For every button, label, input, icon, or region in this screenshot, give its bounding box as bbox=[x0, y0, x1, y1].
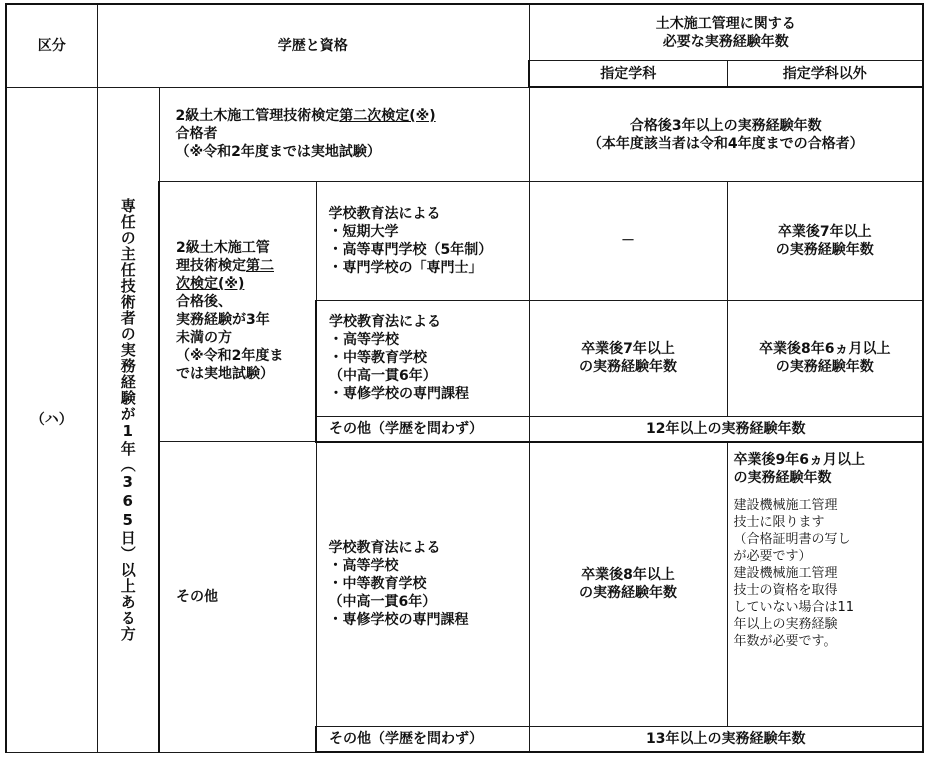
row2c-experience: 12年以上の実務経験年数 bbox=[529, 416, 923, 441]
category-cell: （ハ） bbox=[6, 87, 97, 752]
row2b-edu-line3: ・中等教育学校 bbox=[329, 350, 427, 367]
row2b-d-line2: の実務経験年数 bbox=[579, 359, 678, 376]
row3a-note-line8: 年以上の実務経験 bbox=[733, 616, 838, 632]
condition-cell bbox=[97, 87, 159, 752]
row3a-edu-line1: 学校教育法による bbox=[328, 540, 441, 557]
row1-qual-underlined: 第二次検定(※) bbox=[339, 108, 436, 125]
header-category: 区分 bbox=[6, 4, 97, 87]
row3a-non-designated bbox=[727, 442, 923, 727]
header-experience-line2: 必要な実務経験年数 bbox=[662, 33, 789, 50]
row2-qual-line2 bbox=[176, 257, 315, 275]
row2-qual-line7: （※令和2年度ま bbox=[176, 348, 284, 365]
row2a-edu-line1: 学校教育法による bbox=[328, 205, 441, 222]
row2b-edu-line1: 学校教育法による bbox=[329, 314, 441, 331]
row1-experience bbox=[529, 87, 923, 181]
row2-qual-line6: 未満の方 bbox=[176, 330, 232, 347]
row2-qual-line8: では実地試験） bbox=[176, 366, 274, 383]
row3a-note-line3: （合格証明書の写し bbox=[733, 531, 851, 547]
row2a-edu-line4: ・専門学校の「専門士」 bbox=[328, 259, 483, 276]
row2a-edu-line2: ・短期大学 bbox=[328, 223, 399, 240]
row2b-nd-line1: 卒業後8年6ヵ月以上 bbox=[759, 341, 891, 358]
row2-qual-line1: 2級土木施工管 bbox=[176, 240, 270, 257]
row3a-edu-line4: （中高一貫6年） bbox=[328, 594, 437, 611]
condition-text: 専任の主任技術者の実務経験が1年（365日）以上ある方 bbox=[118, 197, 137, 642]
row3b-education: その他（学歴を問わず） bbox=[316, 727, 529, 752]
row2-qual-line3: 次検定(※) bbox=[176, 276, 245, 293]
row2b-d-line1: 卒業後7年以上 bbox=[581, 341, 675, 358]
row3a-nd-line1: 卒業後9年6ヵ月以上 bbox=[733, 451, 865, 468]
header-experience bbox=[529, 4, 923, 61]
row3-qualification: その他 bbox=[159, 442, 316, 752]
row3a-note-line7: していない場合は11 bbox=[733, 599, 855, 615]
header-experience-line1: 土木施工管理に関する bbox=[655, 15, 796, 32]
header-non-designated: 指定学科以外 bbox=[727, 61, 923, 87]
row1-exp-line1: 合格後3年以上の実務経験年数 bbox=[629, 117, 822, 134]
row3a-note-line5: 建設機械施工管理 bbox=[733, 565, 838, 581]
row2-qual-line4: 合格後、 bbox=[176, 294, 232, 311]
row2c-education: その他（学歴を問わず） bbox=[316, 416, 529, 441]
qualification-table bbox=[5, 3, 924, 753]
row2b-edu-line5: ・専修学校の専門課程 bbox=[329, 386, 469, 403]
row2a-nd-line2: の実務経験年数 bbox=[775, 241, 874, 258]
row3a-edu-line2: ・高等学校 bbox=[328, 558, 399, 575]
row2a-edu-line3: ・高等専門学校（5年制） bbox=[328, 241, 493, 258]
row2b-nd-line2: の実務経験年数 bbox=[775, 359, 874, 376]
row3a-d-line1: 卒業後8年以上 bbox=[581, 567, 675, 584]
row3a-note-line9: 年数が必要です。 bbox=[733, 633, 837, 649]
row2a-designated: － bbox=[529, 181, 727, 300]
row2-qual-line2-underlined: 第二 bbox=[246, 258, 274, 275]
row3a-edu-line5: ・専修学校の専門課程 bbox=[328, 612, 469, 629]
row3a-note-line1: 建設機械施工管理 bbox=[733, 497, 838, 513]
row1-qual-line1 bbox=[176, 107, 529, 125]
row3a-education bbox=[316, 442, 529, 727]
row3a-designated bbox=[529, 442, 727, 727]
row1-qualification bbox=[159, 87, 529, 181]
row2b-education bbox=[316, 300, 529, 416]
row2a-non-designated bbox=[727, 181, 923, 300]
row2a-nd-line1: 卒業後7年以上 bbox=[777, 223, 872, 240]
row2b-non-designated bbox=[727, 300, 923, 416]
row3a-note-line2: 技士に限ります bbox=[733, 514, 825, 530]
row2-qualification bbox=[159, 181, 316, 442]
row2b-designated bbox=[529, 300, 727, 416]
row3a-note-line6: 技士の資格を取得 bbox=[733, 582, 838, 598]
row1-qual-prefix: 2級土木施工管理技術検定 bbox=[175, 108, 340, 125]
row2a-education bbox=[316, 181, 529, 300]
header-designated: 指定学科 bbox=[529, 61, 727, 87]
row1-qual-line3: （※令和2年度までは実地試験） bbox=[175, 144, 381, 161]
row3a-nd-line2: の実務経験年数 bbox=[733, 469, 832, 486]
row2b-edu-line2: ・高等学校 bbox=[329, 332, 399, 349]
row2-qual-line2-prefix: 理技術検定 bbox=[176, 258, 246, 275]
row3a-edu-line3: ・中等教育学校 bbox=[328, 576, 427, 593]
row3a-d-line2: の実務経験年数 bbox=[579, 585, 678, 602]
row3a-note-line4: が必要です） bbox=[733, 548, 812, 564]
row1-qual-line2: 合格者 bbox=[175, 126, 218, 143]
row2-qual-line5: 実務経験が3年 bbox=[176, 312, 270, 329]
row3a-note bbox=[734, 497, 917, 650]
row3b-experience: 13年以上の実務経験年数 bbox=[529, 727, 923, 752]
row1-exp-line2: （本年度該当者は令和4年度までの合格者） bbox=[587, 135, 864, 152]
row2b-edu-line4: （中高一貫6年） bbox=[329, 368, 437, 385]
header-education: 学歴と資格 bbox=[97, 4, 529, 87]
